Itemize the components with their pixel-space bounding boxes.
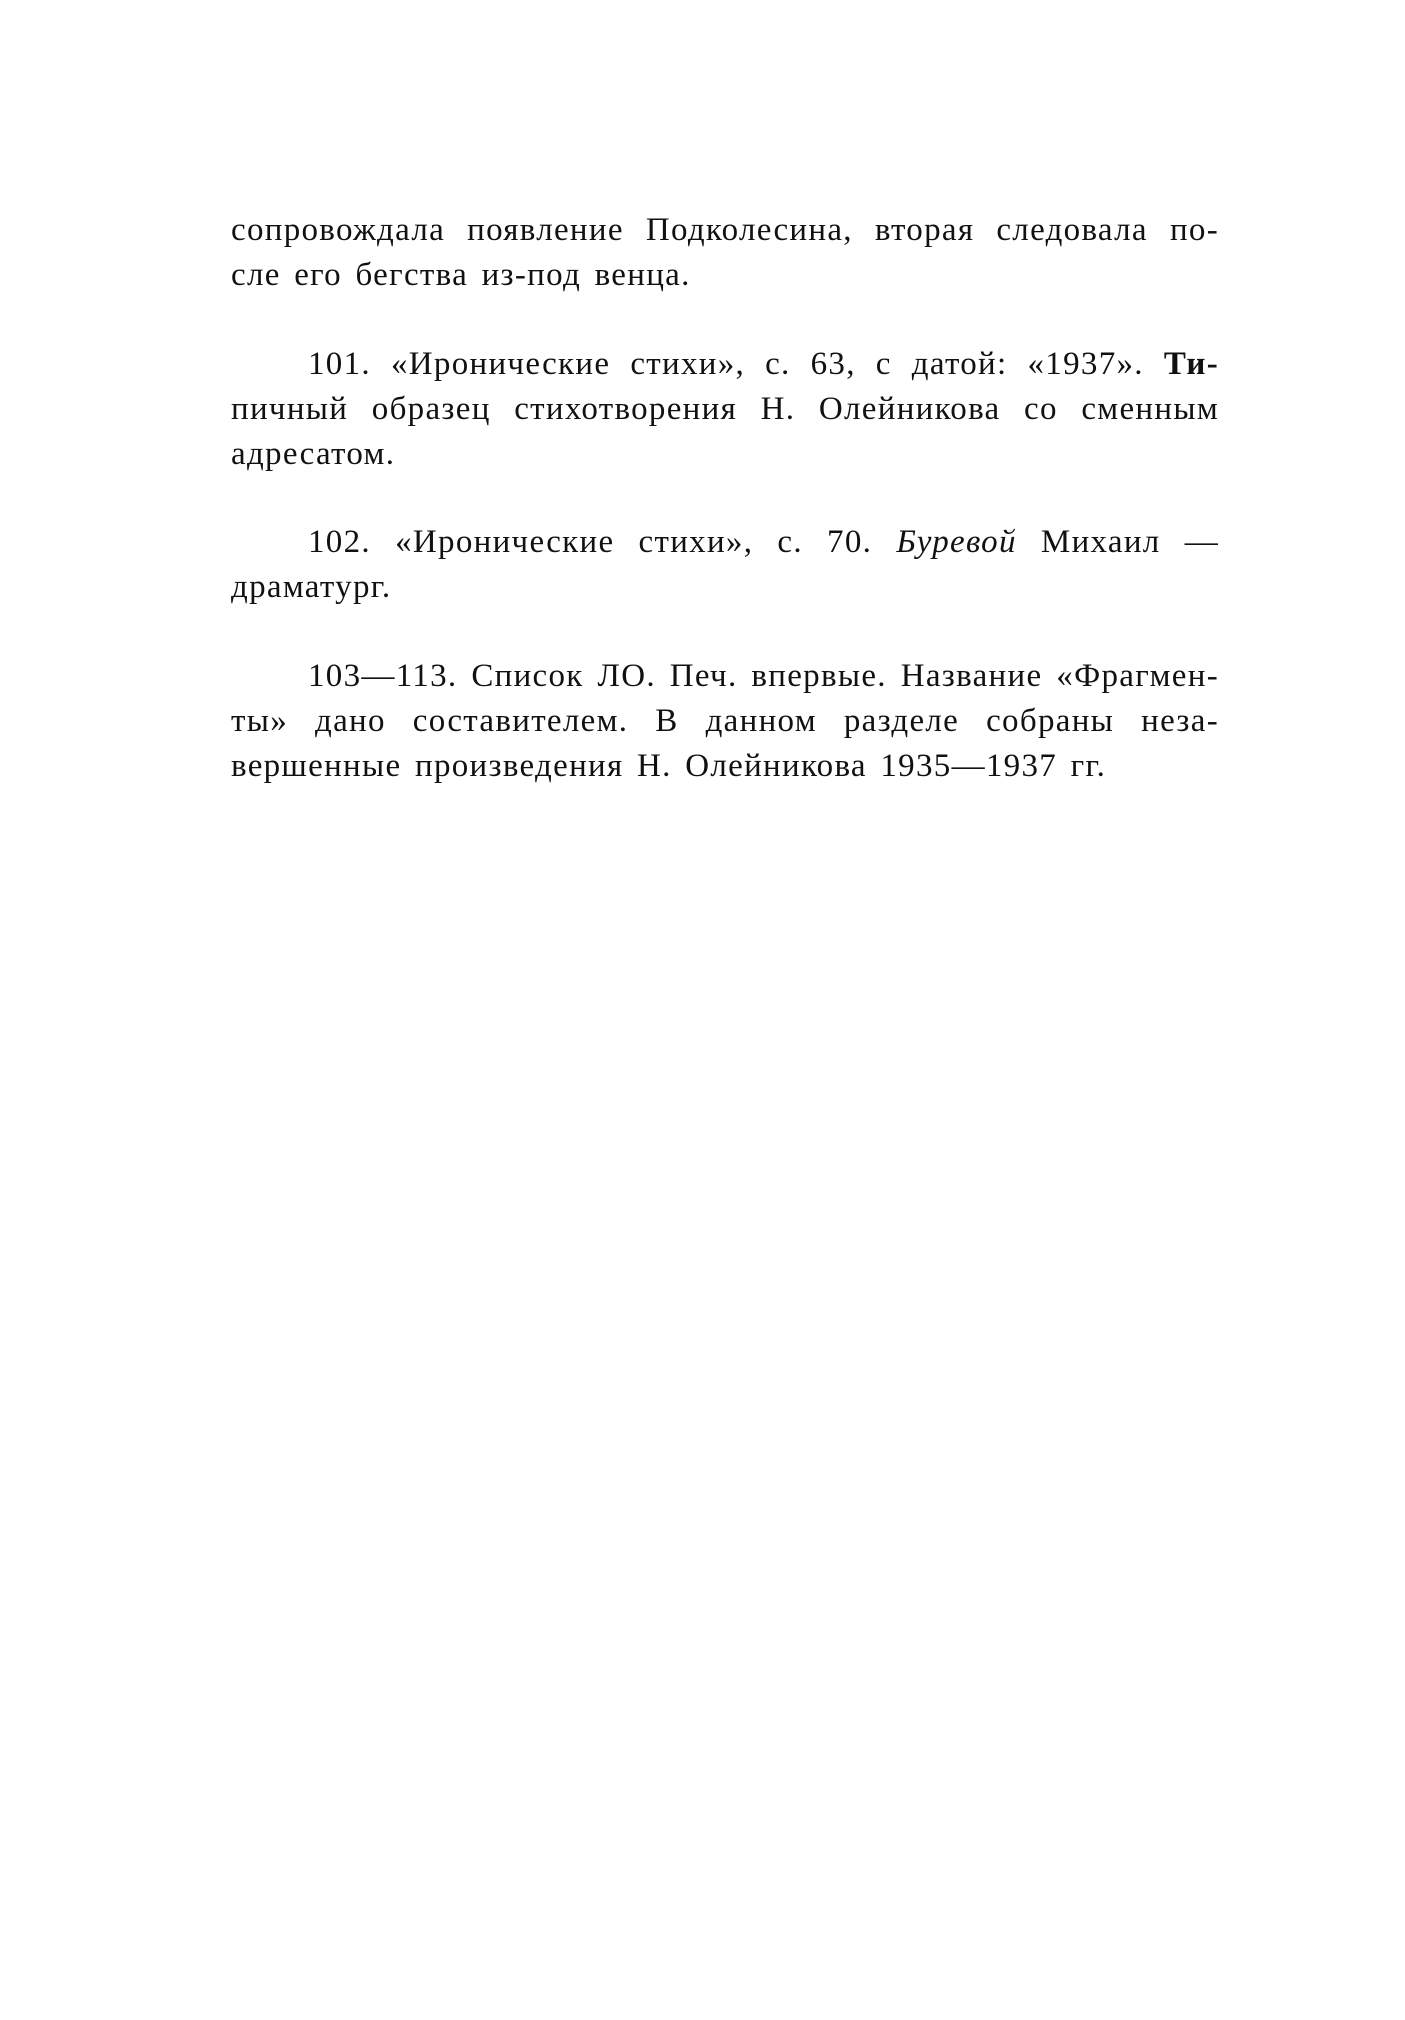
text-line: вершенные произведения Н. Олейникова 1935—1937 гг. <box>231 748 1107 784</box>
paragraph-continuation <box>231 208 1219 298</box>
text-line: сле его бегства из-под венца. <box>231 257 691 293</box>
note-text: 102. «Иронические стихи», с. 70. <box>308 524 897 560</box>
text-line <box>231 520 1219 565</box>
note-text: Михаил — <box>1016 524 1220 560</box>
note-101 <box>231 342 1219 477</box>
text-line: драматург. <box>231 569 392 605</box>
note-text-italic: Буревой <box>896 524 1017 560</box>
note-102 <box>231 520 1219 610</box>
note-103-113 <box>231 654 1219 789</box>
text-line: адресатом. <box>231 436 396 472</box>
text-line <box>231 342 1219 387</box>
text-line: сопровождала появление Подколесина, вторая следовала по- <box>231 212 1219 248</box>
note-text: 101. «Иронические стихи», с. 63, с датой: «1937». <box>308 346 1164 382</box>
text-line: ты» дано составителем. В данном разделе собраны неза- <box>231 703 1219 739</box>
note-text-bold: Ти- <box>1163 346 1219 382</box>
text-line: пичный образец стихотворения Н. Олейникова со сменным <box>231 391 1219 427</box>
text-line: 103—113. Список ЛО. Печ. впервые. Название «Фрагмен- <box>308 658 1219 694</box>
